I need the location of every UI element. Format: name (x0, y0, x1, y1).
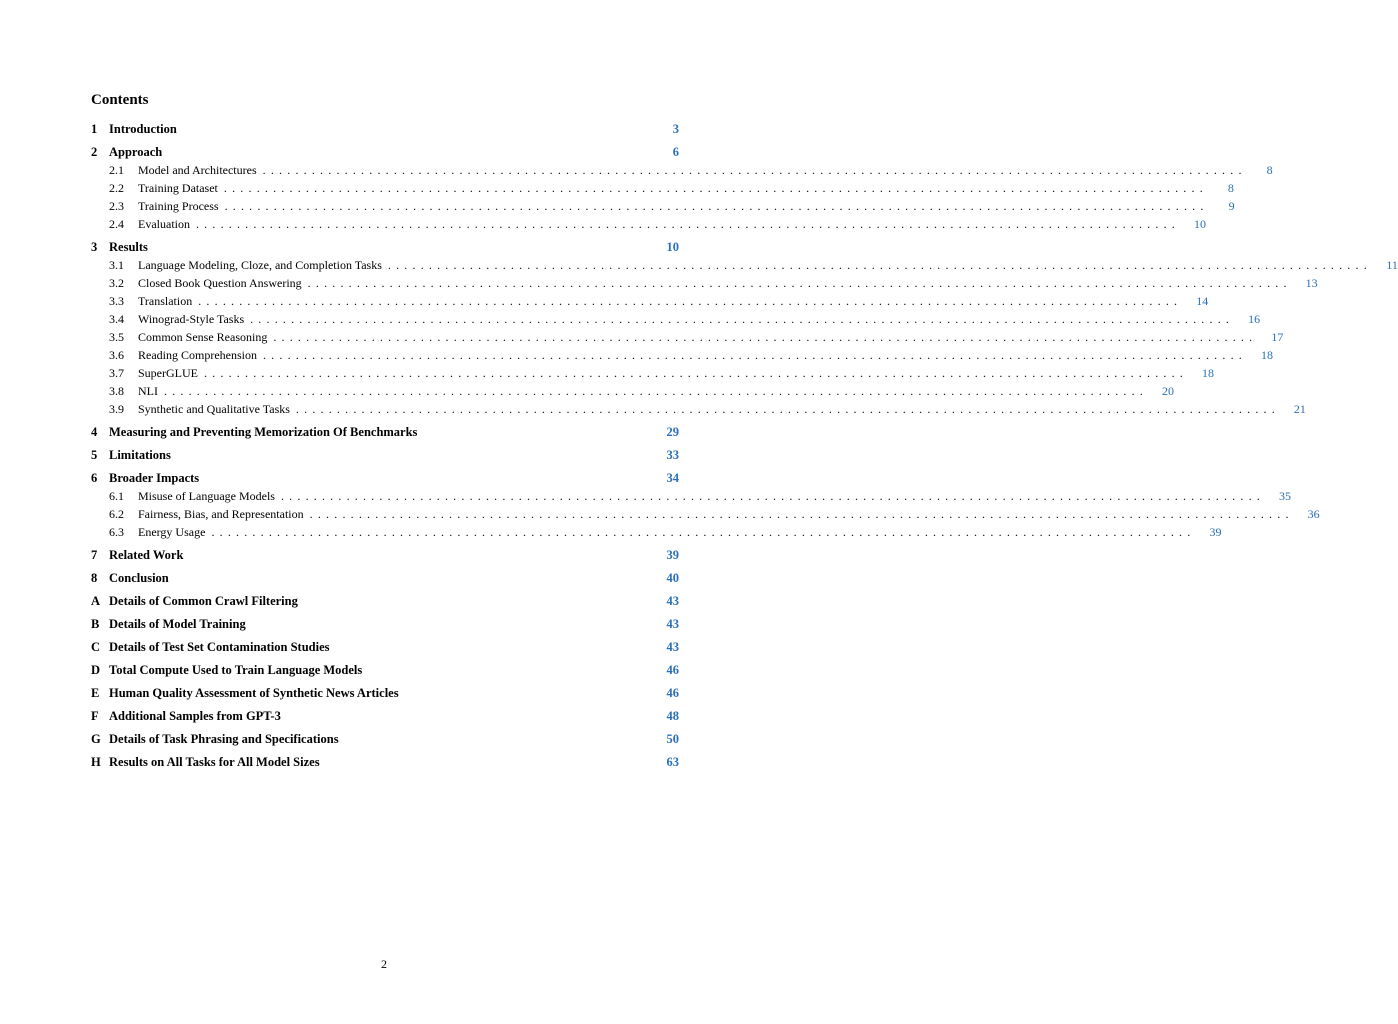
subsection-title: Training Process (138, 199, 219, 213)
toc-section-d[interactable] (91, 661, 679, 679)
table-of-contents (91, 120, 1398, 771)
subsection-title: SuperGLUE (138, 366, 198, 380)
dot-leader: ........................................................................................................................ (262, 163, 1247, 177)
dot-leader: ........................................................................................................................ (280, 489, 1265, 503)
section-page-link[interactable]: 48 (666, 709, 679, 723)
toc-subsection-6-3[interactable] (91, 523, 1222, 541)
toc-subsection-2-4[interactable] (91, 215, 1206, 233)
subsection-number: 2.3 (109, 199, 124, 213)
toc-section-h[interactable] (91, 753, 679, 771)
subsection-title: Synthetic and Qualitative Tasks (138, 402, 290, 416)
toc-section-g[interactable] (91, 730, 679, 748)
section-title: Human Quality Assessment of Synthetic News Articles (109, 686, 399, 700)
toc-section-e[interactable] (91, 684, 679, 702)
section-number: C (91, 640, 101, 654)
subsection-title: NLI (138, 384, 158, 398)
toc-subsection-3-9[interactable] (91, 400, 1306, 418)
subsection-page-link[interactable]: 8 (1266, 163, 1273, 177)
section-page-link[interactable]: 33 (666, 448, 679, 462)
toc-subsection-6-1[interactable] (91, 487, 1291, 505)
dot-leader: ........................................................................................................................ (198, 294, 1183, 308)
dot-leader: ........................................................................................................................ (164, 384, 1148, 398)
section-page-link[interactable]: 39 (666, 548, 679, 562)
toc-section-3[interactable] (91, 238, 679, 256)
subsection-page-link[interactable]: 18 (1260, 348, 1273, 362)
toc-section-8[interactable] (91, 569, 679, 587)
section-number: H (91, 755, 101, 769)
toc-subsection-2-1[interactable] (91, 161, 1273, 179)
dot-leader: ........................................................................................................................ (204, 366, 1188, 380)
subsection-title: Misuse of Language Models (138, 489, 275, 503)
dot-leader: ........................................................................................................................ (273, 330, 1258, 344)
toc-subsection-3-1[interactable] (91, 256, 1398, 274)
subsection-number: 3.3 (109, 294, 124, 308)
section-title: Conclusion (109, 571, 169, 585)
subsection-page-link[interactable]: 16 (1248, 312, 1261, 326)
section-number: F (91, 709, 99, 723)
section-page-link[interactable]: 6 (672, 145, 679, 159)
subsection-number: 3.8 (109, 384, 124, 398)
toc-section-4[interactable] (91, 423, 679, 441)
subsection-title: Fairness, Bias, and Representation (138, 507, 304, 521)
dot-leader: ........................................................................................................................ (211, 525, 1196, 539)
dot-leader: ........................................................................................................................ (195, 217, 1180, 231)
section-page-link[interactable]: 43 (666, 594, 679, 608)
section-title: Approach (109, 145, 163, 159)
toc-subsection-3-5[interactable] (91, 328, 1284, 346)
subsection-number: 2.1 (109, 163, 124, 177)
toc-section-5[interactable] (91, 446, 679, 464)
subsection-page-link[interactable]: 11 (1386, 258, 1398, 272)
section-title: Additional Samples from GPT-3 (109, 709, 281, 723)
subsection-number: 6.3 (109, 525, 124, 539)
subsection-page-link[interactable]: 10 (1193, 217, 1206, 231)
toc-subsection-3-8[interactable] (91, 382, 1174, 400)
toc-subsection-3-3[interactable] (91, 292, 1209, 310)
toc-section-a[interactable] (91, 592, 679, 610)
subsection-page-link[interactable]: 18 (1202, 366, 1214, 380)
toc-section-7[interactable] (91, 546, 679, 564)
section-number: 3 (91, 240, 98, 254)
subsection-title: Training Dataset (138, 181, 218, 195)
section-title: Broader Impacts (109, 471, 200, 485)
subsection-number: 3.2 (109, 276, 124, 290)
dot-leader: ........................................................................................................................ (262, 348, 1247, 362)
toc-section-2[interactable] (91, 143, 679, 161)
subsection-page-link[interactable]: 13 (1305, 276, 1318, 290)
section-page-link[interactable]: 29 (666, 425, 679, 439)
dot-leader: ........................................................................................................................ (250, 312, 1235, 326)
subsection-title: Model and Architectures (138, 163, 257, 177)
subsection-title: Closed Book Question Answering (138, 276, 302, 290)
section-title: Related Work (109, 548, 184, 562)
subsection-page-link[interactable]: 14 (1196, 294, 1209, 308)
subsection-title: Common Sense Reasoning (138, 330, 268, 344)
section-page-link[interactable]: 10 (666, 240, 679, 254)
section-number: 1 (91, 122, 98, 136)
section-title: Results on All Tasks for All Model Sizes (109, 755, 320, 769)
toc-subsection-6-2[interactable] (91, 505, 1320, 523)
page-number: 2 (381, 957, 387, 971)
toc-subsection-3-2[interactable] (91, 274, 1318, 292)
section-page-link[interactable]: 46 (666, 663, 679, 677)
section-number: G (91, 732, 101, 746)
section-number: 8 (91, 571, 98, 585)
toc-section-b[interactable] (91, 615, 679, 633)
section-title: Limitations (109, 448, 171, 462)
section-page-link[interactable]: 43 (666, 640, 679, 654)
subsection-number: 6.2 (109, 507, 124, 521)
toc-section-6[interactable] (91, 469, 679, 487)
subsection-title: Evaluation (138, 217, 190, 231)
contents-heading: Contents (91, 92, 149, 108)
subsection-number: 2.2 (109, 181, 124, 195)
subsection-number: 2.4 (109, 217, 124, 231)
section-number: 6 (91, 471, 98, 485)
toc-subsection-3-4[interactable] (91, 310, 1261, 328)
subsection-number: 6.1 (109, 489, 124, 503)
dot-leader: ........................................................................................................................ (309, 507, 1294, 521)
section-page-link[interactable]: 43 (666, 617, 679, 631)
section-number: E (91, 686, 100, 700)
subsection-number: 3.1 (109, 258, 124, 272)
section-number: 5 (91, 448, 98, 462)
subsection-page-link[interactable]: 21 (1293, 402, 1306, 416)
subsection-number: 3.9 (109, 402, 124, 416)
section-number: 4 (91, 425, 98, 439)
subsection-title: Winograd-Style Tasks (138, 312, 245, 326)
subsection-page-link[interactable]: 39 (1209, 525, 1222, 539)
section-number: D (91, 663, 101, 677)
subsection-page-link[interactable]: 8 (1227, 181, 1234, 195)
section-number: A (91, 594, 101, 608)
section-title: Total Compute Used to Train Language Models (109, 663, 363, 677)
section-number: B (91, 617, 100, 631)
section-number: 2 (91, 145, 98, 159)
toc-subsection-3-6[interactable] (91, 346, 1273, 364)
subsection-page-link[interactable]: 36 (1307, 507, 1320, 521)
section-title: Details of Common Crawl Filtering (109, 594, 298, 608)
toc-section-1[interactable] (91, 120, 679, 138)
subsection-title: Energy Usage (138, 525, 206, 539)
subsection-page-link[interactable]: 20 (1162, 384, 1174, 398)
dot-leader: ........................................................................................................................ (224, 199, 1209, 213)
subsection-page-link[interactable]: 9 (1228, 199, 1235, 213)
section-page-link[interactable]: 46 (666, 686, 679, 700)
dot-leader: ........................................................................................................................ (295, 402, 1280, 416)
subsection-number: 3.5 (109, 330, 124, 344)
subsection-title: Reading Comprehension (138, 348, 257, 362)
section-title: Details of Test Set Contamination Studies (109, 640, 330, 654)
subsection-number: 3.7 (109, 366, 124, 380)
section-title: Details of Task Phrasing and Specifications (109, 732, 339, 746)
section-title: Results (109, 240, 148, 254)
subsection-title: Translation (138, 294, 193, 308)
section-number: 7 (91, 548, 98, 562)
subsection-page-link[interactable]: 17 (1271, 330, 1284, 344)
subsection-page-link[interactable]: 35 (1278, 489, 1291, 503)
section-page-link[interactable]: 3 (672, 122, 679, 136)
section-page-link[interactable]: 40 (666, 571, 679, 585)
section-title: Introduction (109, 122, 177, 136)
section-page-link[interactable]: 50 (666, 732, 679, 746)
subsection-number: 3.6 (109, 348, 124, 362)
section-title: Details of Model Training (109, 617, 246, 631)
subsection-title: Language Modeling, Cloze, and Completion Tasks (138, 258, 382, 272)
dot-leader: ........................................................................................................................ (307, 276, 1292, 290)
toc-section-c[interactable] (91, 638, 679, 656)
section-page-link[interactable]: 34 (666, 471, 679, 485)
section-page-link[interactable]: 63 (666, 755, 679, 769)
dot-leader: ........................................................................................................................ (387, 258, 1372, 272)
toc-section-f[interactable] (91, 707, 679, 725)
toc-subsection-2-3[interactable] (91, 197, 1235, 215)
toc-subsection-3-7[interactable] (91, 364, 1214, 382)
dot-leader: ........................................................................................................................ (223, 181, 1208, 195)
toc-subsection-2-2[interactable] (91, 179, 1234, 197)
section-title: Measuring and Preventing Memorization Of Benchmarks (109, 425, 418, 439)
subsection-number: 3.4 (109, 312, 124, 326)
